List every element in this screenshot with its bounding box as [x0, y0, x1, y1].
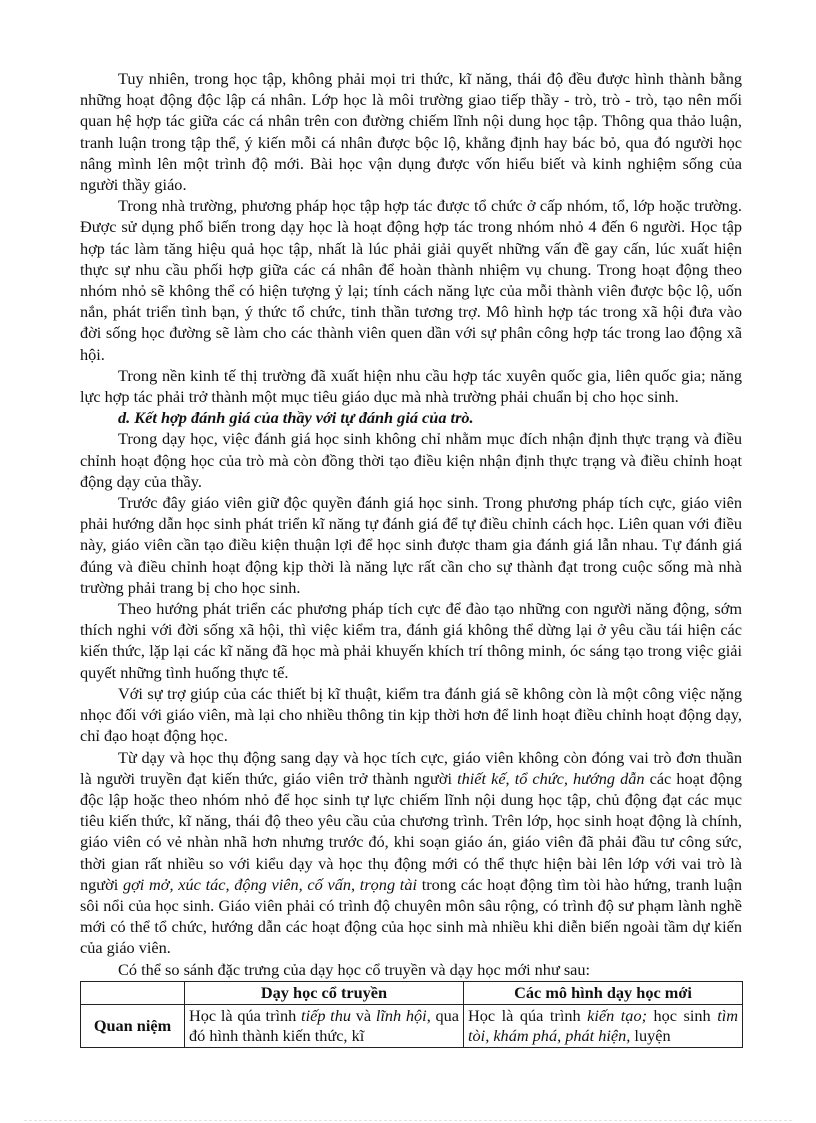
cell-emphasis: tiếp thu — [301, 1005, 351, 1025]
teacher-role-text-1: Từ dạy và học thụ động sang dạy và học tích cực, giáo viên không còn đóng vai trò đơn thuần là người truyền đạt kiến thức, giáo viên trở thành người — [80, 747, 742, 788]
comparison-table — [80, 981, 743, 1048]
cell-text: học sinh — [647, 1005, 718, 1025]
table-row-label: Quan niệm — [81, 1004, 185, 1047]
table-header-traditional: Dạy học cổ truyền — [185, 981, 464, 1004]
cell-emphasis: lĩnh hội — [375, 1005, 427, 1025]
paragraph-cooperative-learning: Tuy nhiên, trong học tập, không phải mọi tri thức, kĩ năng, thái độ đều được hình thành bằng những hoạt động độc lập cá nhân. Lớp học là môi trường giao tiếp thầy - trò, trò - trò, tạo nên mối quan hệ hợp tác giữa các cá nhân trên con đường chiếm lĩnh nội dung học tập. Thông qua thảo luận, tranh luận trong tập thể, ý kiến mỗi cá nhân được bộc lộ, khẳng định hay bác bỏ, qua đó người học nâng mình lên một trình độ mới. Bài học vận dụng được vốn hiểu biết và kinh nghiệm sống của người thầy giáo. — [80, 69, 742, 195]
document-page — [80, 68, 742, 1048]
table-cell-traditional — [185, 1004, 464, 1047]
cell-text: Học là qúa trình — [468, 1005, 588, 1025]
paragraph-self-assessment: Trước đây giáo viên giữ độc quyền đánh giá học sinh. Trong phương pháp tích cực, giáo viên phải hướng dẫn học sinh phát triển kĩ năng tự đánh giá để tự điều chỉnh cách học. Liên quan với điều này, giáo viên cần tạo điều kiện thuận lợi để học sinh được tham gia đánh giá lẫn nhau. Tự đánh giá đúng và điều chỉnh hoạt động kịp thời là năng lực rất cần cho sự thành đạt trong cuộc sống mà nhà trường phải trang bị cho học sinh. — [80, 493, 742, 597]
table-header-new-models: Các mô hình dạy học mới — [464, 981, 743, 1004]
cell-text: và — [351, 1005, 376, 1025]
comparison-table-header-row — [81, 981, 743, 1004]
section-heading-d: d. Kết hợp đánh giá của thầy với tự đánh giá của trò. — [118, 408, 474, 428]
teacher-role-emphasis-2: gợi mở, xúc tác, động viên, cố vấn, trọng tài — [122, 874, 417, 894]
cell-emphasis: tìm tòi, khám phá, phát hiện, — [468, 1005, 738, 1045]
table-row — [81, 1004, 743, 1047]
paragraph-assessment: Trong dạy học, việc đánh giá học sinh không chỉ nhằm mục đích nhận định thực trạng và điều chỉnh hoạt động học của trò mà còn đồng thời tạo điều kiện nhận định thực trạng và điều chỉnh hoạt động dạy của thầy. — [80, 429, 742, 491]
paragraph-market-economy: Trong nền kinh tế thị trường đã xuất hiện nhu cầu hợp tác xuyên quốc gia, liên quốc gia; năng lực hợp tác phải trở thành một mục tiêu giáo dục mà nhà trường phải chuẩn bị cho học sinh. — [80, 365, 742, 407]
cell-emphasis: kiến tạo; — [587, 1005, 648, 1025]
paragraph-group-learning: Trong nhà trường, phương pháp học tập hợp tác được tổ chức ở cấp nhóm, tổ, lớp hoặc trường. Được sử dụng phổ biến trong dạy học là hoạt động hợp tác trong nhóm nhỏ 4 đến 6 người. Học tập hợp tác làm tăng hiệu quả học tập, nhất là lúc phải giải quyết những vấn đề gay cấn, lúc xuất hiện thực sự nhu cầu phối hợp giữa các cá nhân để hoàn thành nhiệm vụ chung. Trong hoạt động theo nhóm nhỏ sẽ không thể có hiện tượng ỷ lại; tính cách năng lực của mỗi thành viên được bộc lộ, uốn nắn, phát triển tình bạn, ý thức tổ chức, tinh thần tương trợ. Mô hình hợp tác trong xã hội đưa vào đời sống học đường sẽ làm cho các thành viên quen dần với sự phân công hợp tác trong lao động xã hội. — [80, 196, 742, 364]
page-bottom-divider — [24, 1120, 792, 1121]
table-header-blank — [81, 981, 185, 1004]
cell-text: Học là qúa trình — [189, 1005, 302, 1025]
teacher-role-emphasis-1: thiết kế, tổ chức, hướng dẫn — [457, 768, 645, 788]
teacher-role-text-2: các hoạt động độc lập hoặc theo nhóm nhỏ để học sinh tự lực chiếm lĩnh nội dung học tập, chủ động đạt các mục tiêu kiến thức, kĩ năng, thái độ theo yêu cầu của chương trình. Trên lớp, học sinh hoạt động là chính, giáo viên có vẻ nhàn nhã hơn nhưng trước đó, khi soạn giáo án, giáo viên đã phải đầu tư công sức, thời gian rất nhiều so với kiểu dạy và học thụ động mới có thể thực hiện bài lên lớp với vai trò là người — [80, 768, 743, 894]
cell-text: , qua đó hình thành kiến thức, kĩ — [189, 1005, 459, 1045]
paragraph-technical-equipment: Với sự trợ giúp của các thiết bị kĩ thuật, kiểm tra đánh giá sẽ không còn là một công việc nặng nhọc đối với giáo viên, mà lại cho nhiều thông tin kịp thời hơn để linh hoạt điều chỉnh hoạt động dạy, chỉ đạo hoạt động học. — [80, 683, 742, 746]
paragraph-active-methods: Theo hướng phát triển các phương pháp tích cực để đào tạo những con người năng động, sớm thích nghi với đời sống xã hội, thì việc kiểm tra, đánh giá không thể dừng lại ở yêu cầu tái hiện các kiến thức, lặp lại các kĩ năng đã học mà phải khuyến khích trí thông minh, óc sáng tạo trong việc giải quyết những tình huống thực tế. — [80, 599, 742, 682]
table-cell-new — [464, 1004, 743, 1047]
paragraph-teacher-role — [80, 747, 742, 959]
cell-text: luyện — [630, 1025, 671, 1045]
paragraph-comparison-intro: Có thể so sánh đặc trưng của dạy học cổ truyền và dạy học mới như sau: — [118, 959, 591, 979]
teacher-role-text-3: trong các hoạt động tìm tòi hào hứng, tranh luận sôi nổi của học sinh. Giáo viên phải có trình độ chuyên môn sâu rộng, có trình độ sư phạm lành nghề mới có thể tổ chức, hướng dẫn các hoạt động của học sinh mà nhiều khi diễn biến ngoài tầm dự kiến của giáo viên. — [80, 874, 742, 958]
